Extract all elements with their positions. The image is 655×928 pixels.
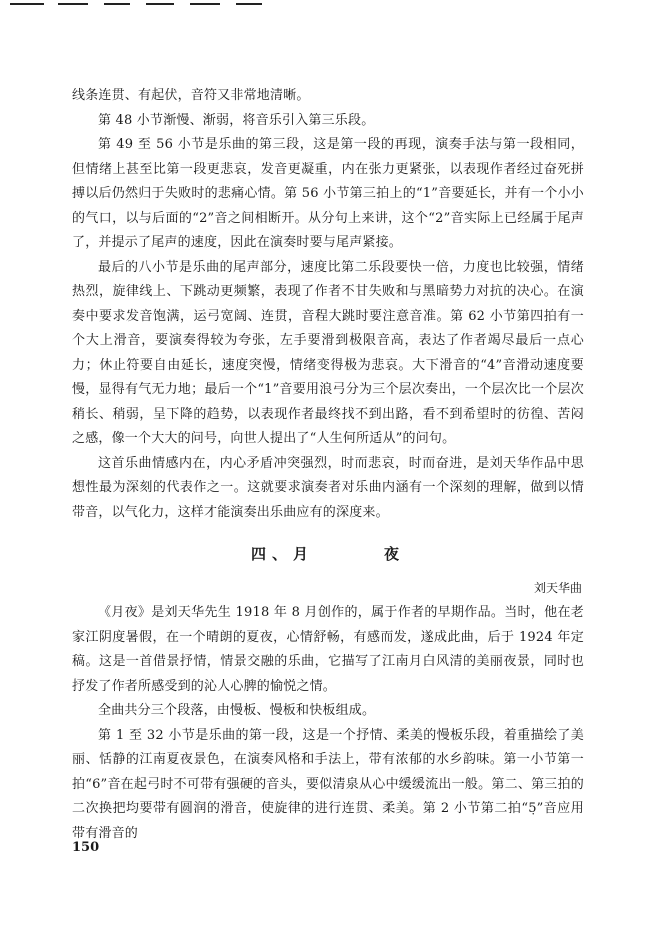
page-number: 150 — [72, 840, 100, 855]
paragraph: 最后的八小节是乐曲的尾声部分，速度比第二乐段要快一倍，力度也比较强，情绪热烈，旋律线上、下跳动更频繁，表现了作者不甘失败和与黑暗势力对抗的决心。在演奏中要求发音饱满，运弓宽阔、连贯，音程大跳时要注意音准。第 62 小节第四拍有一个大上滑音，要演奏得较为夸张，左手要滑到极限音高，表达了作者竭尽最后一点心力；休止符要自由延长，速度突慢，情绪变得极为悲哀。大下滑音的“4”音滑动速度要慢，显得有气无力地；最后一个“1”音要用浪弓分为三个层次奏出，一个层次比一个层次稍长、稍弱，呈下降的趋势，以表现作者最终找不到出路，看不到希望时的彷徨、苦闷之感，像一个大大的问号，向世人提出了“人生何所适从”的问句。 — [72, 259, 584, 446]
section-title-part2: 夜 — [384, 545, 406, 563]
section-title — [72, 539, 584, 569]
paragraph: 第 49 至 56 小节是乐曲的第三段，这是第一段的再现，演奏手法与第一段相同，但情绪上甚至比第一段更悲哀，发音更凝重，内在张力更紧张，以表现作者经过奋死拼搏以后仍然归于失败时的悲痛心情。第 56 小节第三拍上的“1”音要延长，并有一个小小的气口，以与后面的“2”音之间相断开。从分句上来讲，这个“2”音实际上已经属于尾声了，并提示了尾声的速度，因此在演奏时要与尾声紧接。 — [72, 137, 584, 250]
paragraph: 《月夜》是刘天华先生 1918 年 8 月创作的，属于作者的早期作品。当时，他在老家江阴度暑假，在一个晴朗的夏夜，心情舒畅，有感而发，遂成此曲，后于 1924 年定稿。这是一首借景抒情，情景交融的乐曲，它描写了江南月白风清的美丽夜景，同时也抒发了作者所感受到的沁人心脾的愉悦之情。 — [72, 605, 584, 694]
top-edge-rule — [0, 0, 655, 8]
section-title-part1: 四、月 — [250, 545, 314, 563]
paragraph: 第 48 小节渐慢、渐弱，将音乐引入第三乐段。 — [98, 112, 375, 128]
paragraph: 这首乐曲情感内在，内心矛盾冲突强烈，时而悲哀，时而奋进，是刘天华作品中思想性最为深刻的代表作之一。这就要求演奏者对乐曲内涵有一个深刻的理解，做到以情带音，以气化力，这样才能演奏出乐曲应有的深度来。 — [72, 455, 584, 520]
composer-credit: 刘天华曲 — [533, 581, 582, 595]
paragraph: 线条连贯、有起伏，音符又非常地清晰。 — [72, 88, 310, 103]
page-body — [72, 84, 584, 846]
paragraph: 全曲共分三个段落，由慢板、慢板和快板组成。 — [98, 703, 376, 718]
paragraph: 第 1 至 32 小节是乐曲的第一段，这是一个抒情、柔美的慢板乐段，着重描绘了美丽、恬静的江南夏夜景色，在演奏风格和手法上，带有浓郁的水乡韵味。第一小节第一拍“6”音在起弓时不可带有强硬的音头，要似清泉从心中缓缓流出一般。第二、第三拍的二次换把均要带有圆润的滑音，使旋律的进行连贯、柔美。第 2 小节第二拍“5̣”音应用带有滑音的 — [72, 727, 584, 841]
